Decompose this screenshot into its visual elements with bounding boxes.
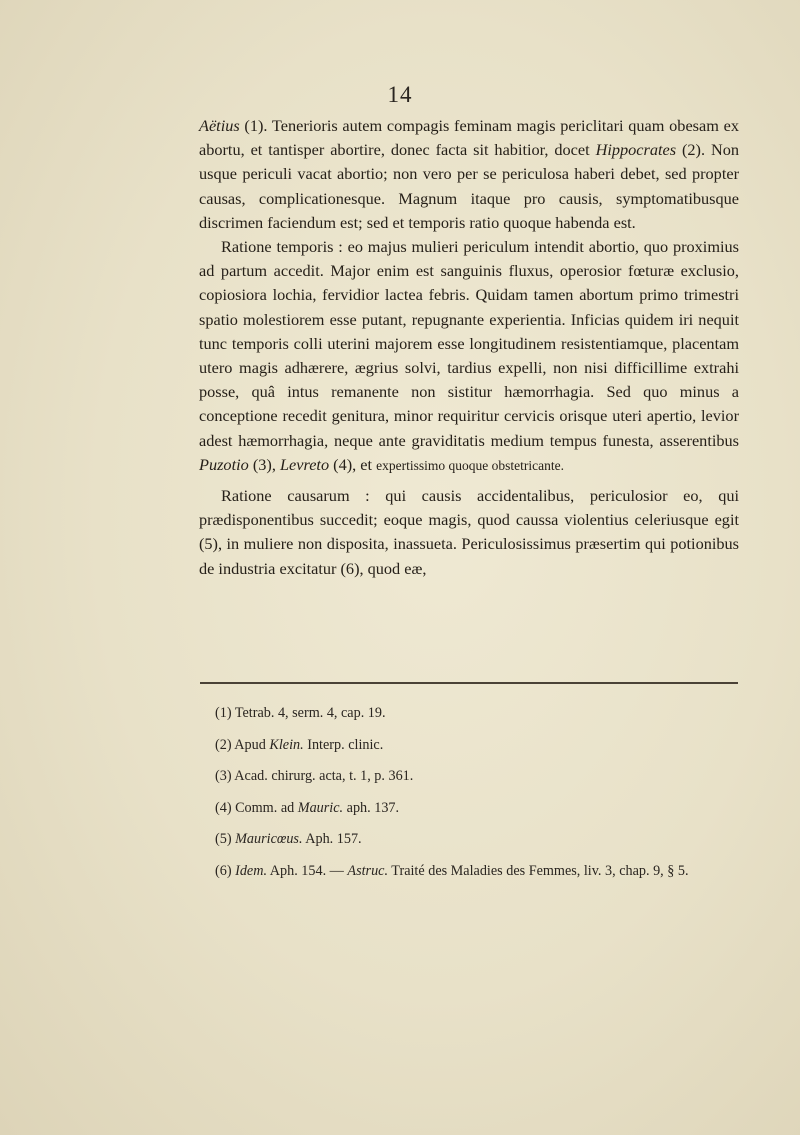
paragraph-text: (1). Tenerioris autem compagis feminam magis periclitari quam obesam ex abortu, et tantisper abortire, donec facta sit habitior, docet [199,116,739,160]
main-text [199,114,739,581]
footnote-text: Acad. chirurg. acta, t. 1, p. 361. [231,768,414,784]
footnote-number: (1) [215,705,232,721]
footnote-2 [200,730,740,762]
paragraph-aetius [199,114,739,235]
footnote-text: Traité des Maladies des Femmes, liv. 3, chap. 9, § 5. [388,862,689,879]
footnote-5 [200,824,740,856]
footnote-text: aph. 137. [343,799,400,816]
page-number: 14 [387,82,413,107]
footnote-text: Tetrab. 4, serm. 4, cap. 19. [231,705,386,721]
footnote-1 [200,698,740,730]
paragraph-ratione-causarum [199,484,739,581]
footnotes [200,698,740,883]
paragraph-text: (4), et [329,454,377,474]
footnote-3 [200,761,740,793]
footnote-author: Mauricœus. [235,831,303,847]
paragraph-text: (3), [248,454,280,474]
paragraph-ratione-temporis [199,235,739,478]
footnote-divider [200,682,738,684]
footnote-6 [200,856,740,883]
footnote-text: Comm. ad [231,799,298,816]
footnote-author: Mauric. [297,799,344,816]
paragraph-text: Ratione temporis : eo majus mulieri periculum intendit abortio, quo proximius ad partum accedit. Major enim est sanguinis fluxus, operosior fœturæ exclusio, copiosiora lochia, fervidior lactea febris. Quidam tamen abortum primo trimestri spatio molestiorem esse putant, repugnante experientia. Inficias quidem iri nequit tunc temporis colli uterini majorem esse longitudinem resistentiamque, placentam utero magis adhærere, ægrius solvi, tardius expelli, non nisi difficillime extrahi posse, quâ intus remanente non sistitur hæmorrhagia. Sed quo minus a conceptione recedit genitura, minor requiritur cervicis orisque uteri apertio, levior adest hæmorrhagia, neque ante graviditatis medium tempus funesta, asserentibus [199,237,739,450]
paragraph-text: Ratione causarum : qui causis accidentalibus, periculosior eo, qui prædisponentibus succedit; eoque magis, quod caussa violentius celeriusque egit (5), in muliere non disposita, inassueta. Periculosissimus præsertim qui potionibus de industria excitatur (6), quod eæ, [199,486,739,578]
footnote-author: Idem. [235,862,268,879]
footnote-author: Astruc. [347,862,389,879]
footnote-number: (4) [215,799,232,816]
footnote-text: Interp. clinic. [303,736,384,753]
author-name: Levreto [279,454,330,474]
footnote-text: Aph. 154. — [267,862,348,879]
footnote-number: (6) [215,862,232,879]
footnote-text: Aph. 157. [302,831,362,847]
footnote-number: (3) [215,768,232,784]
author-name: Aëtius [199,116,240,135]
footnote-author: Klein. [269,736,304,753]
footnote-4 [200,793,740,825]
paragraph-text: expertissimo quoque obstetricante. [376,457,564,473]
footnote-number: (5) [215,831,232,847]
footnote-text: Apud [231,736,270,753]
author-name: Puzotio [199,454,249,474]
footnote-number: (2) [215,736,232,753]
author-name: Hippocrates [595,140,677,160]
paragraph-text: (2). Non usque periculi vacat abortio; non vero per se periculosa haberi debet, sed propter causas, complicationesque. Magnum itaque pro causis, symptomatibusque discrimen faciendum est; sed et temporis ratio quoque habenda est. [199,140,739,232]
